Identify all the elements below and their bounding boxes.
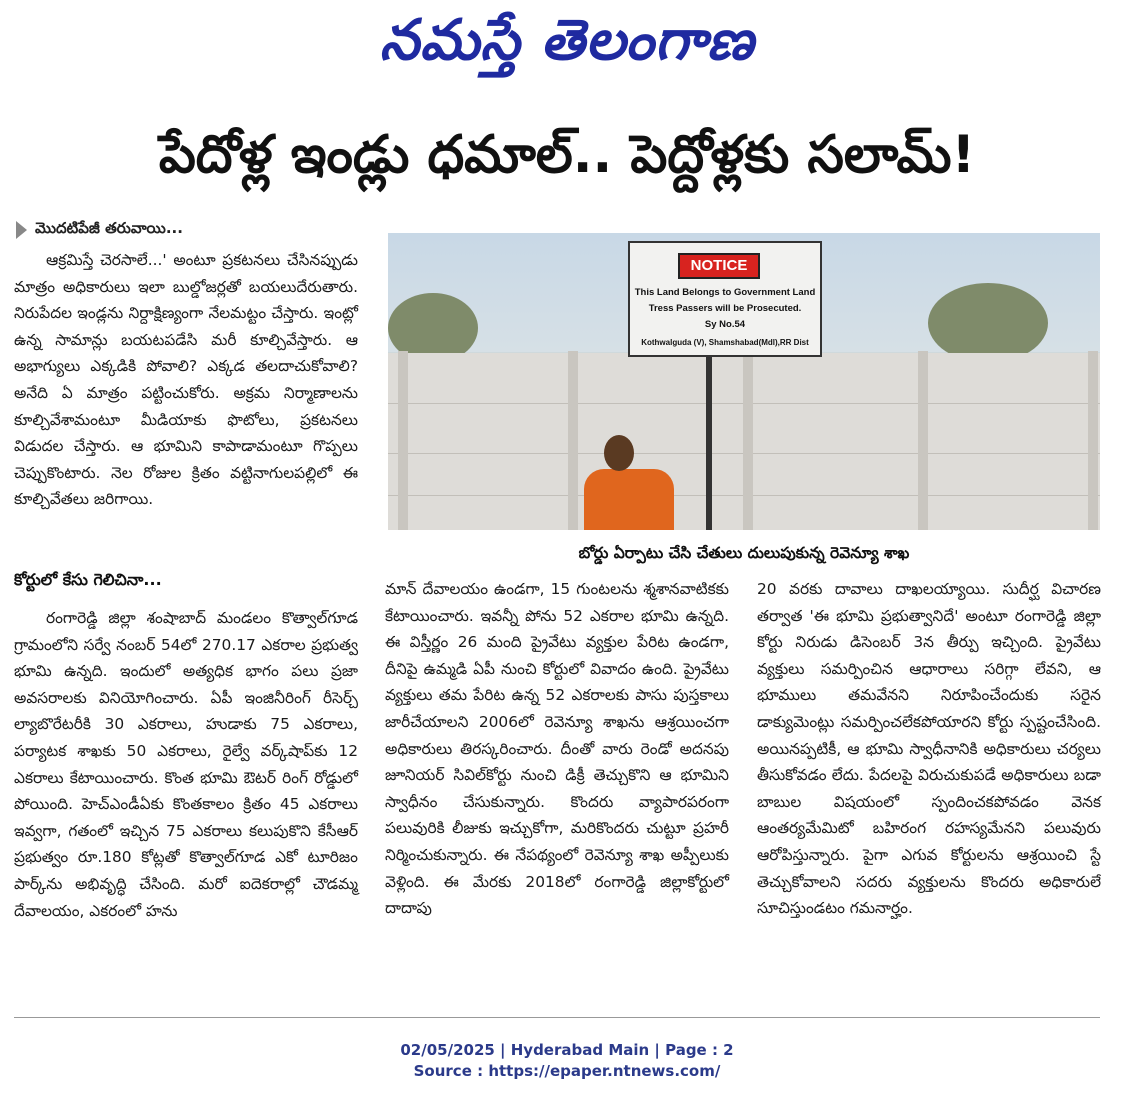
article-paragraph-4: 20 వరకు దావాలు దాఖలయ్యాయి. సుదీర్ఘ విచారణ తర్వాత 'ఈ భూమి ప్రభుత్వానిదే' అంటూ రంగారెడ్డి జిల్లా కోర్టు నిరుడు డిసెంబర్ 3న తీర్పు ఇచ్చింది. ప్రైవేటు వ్యక్తులు సమర్పించిన ఆధారాలు సరిగ్గా లేవని, ఆ భూములు తమవేనని నిరూపించేందుకు సరైన డాక్యుమెంట్లు సమర్పించలేకపోయారని కోర్టు స్పష్టంచేసింది. అయినప్పటికీ, ఆ భూమి స్వాధీనానికి అధికారులు చర్యలు తీసుకోవడం లేదు. పేదలపై విరుచుకుపడే అధికారులు బడా బాబుల విషయంలో స్పందించకపోవడం వెనక ఆంతర్యమేమిటో బహిరంగ రహస్యమేనని పలువురు ఆరోపిస్తున్నారు. పైగా ఎగువ కోర్టులను ఆశ్రయించి స్టే తెచ్చుకోవాలని సదరు వ్యక్తులను కొందరు అధికారులే సూచిస్తుండటం గమనార్హం.: [757, 580, 1101, 918]
article-column-1-top: [14, 247, 358, 513]
signboard-pole: [706, 353, 712, 530]
wall-post: [1088, 351, 1098, 530]
headline: పేదోళ్ల ఇండ్లు ధమాల్.. పెద్దోళ్లకు సలామ్!: [158, 125, 976, 185]
article-column-1-bottom: [14, 605, 358, 924]
article-column-2: [385, 576, 729, 922]
tree-shape: [928, 283, 1048, 363]
article-subhead: కోర్టులో కేసు గెలిచినా...: [14, 570, 162, 589]
wall-post: [398, 351, 408, 530]
photo-caption: బోర్డు ఏర్పాటు చేసి చేతులు దులుపుకున్న రెవెన్యూ శాఖ: [578, 544, 910, 562]
wall-post: [918, 351, 928, 530]
article-paragraph-3: మాన్ దేవాలయం ఉండగా, 15 గుంటలను శ్మశానవాటికకు కేటాయించారు. ఇవన్నీ పోను 52 ఎకరాల భూమి ఉన్నది. ఈ విస్తీర్ణం 26 మంది ప్రైవేటు వ్యక్తుల పేరిట ఉండగా, దీనిపై ఉమ్మడి ఏపీ నుంచి కోర్టులో వివాదం ఉంది. ప్రైవేటు వ్యక్తులు తమ పేరిట ఉన్న 52 ఎకరాలకు పాసు పుస్తకాలు జారీచేయాలని 2006లో రెవెన్యూ శాఖను ఆశ్రయించగా అధికారులు తిరస్కరించారు. దీంతో వారు రెండో అదనపు జూనియర్ సివిల్‌కోర్టు నుంచి డిక్రీ తెచ్చుకొని ఆ భూమిని స్వాధీనం చేసుకున్నారు. కొందరు వ్యాపారపరంగా పలువురికి లీజుకు ఇచ్చుకోగా, మరికొందరు చుట్టూ ప్రహరీ నిర్మించుకున్నారు. ఈ నేపథ్యంలో రెవెన్యూ శాఖ అప్పీలుకు వెళ్లింది. ఈ మేరకు 2018లో రంగారెడ్డి జిల్లాకోర్టులో దాదాపు: [385, 580, 729, 918]
chevron-right-icon: [16, 221, 27, 239]
footer-dateline: 02/05/2025 | Hyderabad Main | Page : 2: [400, 1041, 734, 1059]
person-figure: [584, 469, 674, 530]
wall-post: [743, 351, 753, 530]
article-column-3: [757, 576, 1101, 922]
notice-line: Tress Passers will be Prosecuted.: [648, 303, 802, 314]
masthead-title: నమస్తే తెలంగాణ: [379, 7, 755, 73]
footer-source: Source : https://epaper.ntnews.com/: [413, 1062, 721, 1080]
news-photo: [388, 233, 1100, 530]
wall-post: [568, 351, 578, 530]
notice-title: NOTICE: [678, 253, 760, 279]
article-paragraph-2: రంగారెడ్డి జిల్లా శంషాబాద్ మండలం కొత్వాల్‌గూడ గ్రామంలోని సర్వే నంబర్ 54లో 270.17 ఎకరాల ప్రభుత్వ భూమి ఉన్నది. ఇందులో అత్యధిక భాగం పలు ప్రజా అవసరాలకు వినియోగించారు. ఏపీ ఇంజినీరింగ్ రీసెర్చ్ ల్యాబొరేటరీకి 30 ఎకరాలు, హుడాకు 75 ఎకరాలు, పర్యాటక శాఖకు 50 ఎకరాలు, రైల్వే వర్క్‌షాప్‌కు 12 ఎకరాలు కేటాయించారు. కొంత భూమి ఔటర్ రింగ్ రోడ్డులో పోయింది. హెచ్‌ఎండీఏకు కొంతకాలం క్రితం 45 ఎకరాలు ఇవ్వగా, గతంలో ఇచ్చిన 75 ఎకరాలు కలుపుకొని కేసీఆర్ ప్రభుత్వం రూ.180 కోట్లతో కొత్వాల్‌గూడ ఎకో టూరిజం పార్క్‌ను అభివృద్ధి చేసింది. మరో ఐదెకరాల్లో చౌడమ్మ దేవాలయం, ఎకరంలో హను: [14, 609, 358, 920]
article-paragraph-1: ఆక్రమిస్తే చెరసాలే...' అంటూ ప్రకటనలు చేసినప్పుడు మాత్రం అధికారులు ఇలా బుల్డోజర్లతో బయలుదేరుతారు. నిరుపేదల ఇండ్లను నిర్దాక్షిణ్యంగా నేలమట్టం చేస్తారు. ఇంట్లో ఉన్న సామాన్లు బయటపడేసి మరీ కూల్చివేస్తారు. ఆ అభాగ్యులు ఎక్కడికి పోవాలి? ఎక్కడ తలదాచుకోవాలి? అనేది ఏ మాత్రం పట్టించుకోరు. అక్రమ నిర్మాణాలను కూల్చివేశామంటూ మీడియాకు ఫొటోలు, ప్రకటనలు విడుదల చేస్తారు. ఆ భూమిని కాపాడామంటూ గొప్పలు చెప్పుకొంటారు. నెల రోజుల క్రితం వట్టినాగులపల్లిలో ఈ కూల్చివేతలు జరిగాయి.: [14, 251, 358, 509]
footer-divider: [14, 1017, 1100, 1018]
notice-line: This Land Belongs to Government Land: [634, 287, 816, 298]
notice-board: [628, 241, 822, 357]
notice-line: Kothwalguda (V), Shamshabad(Mdl),RR Dist: [641, 338, 809, 347]
kicker-text: మొదటిపేజీ తరువాయి...: [35, 219, 183, 237]
kicker: [16, 218, 183, 242]
person-head: [604, 435, 634, 471]
notice-line: Sy No.54: [704, 319, 746, 330]
